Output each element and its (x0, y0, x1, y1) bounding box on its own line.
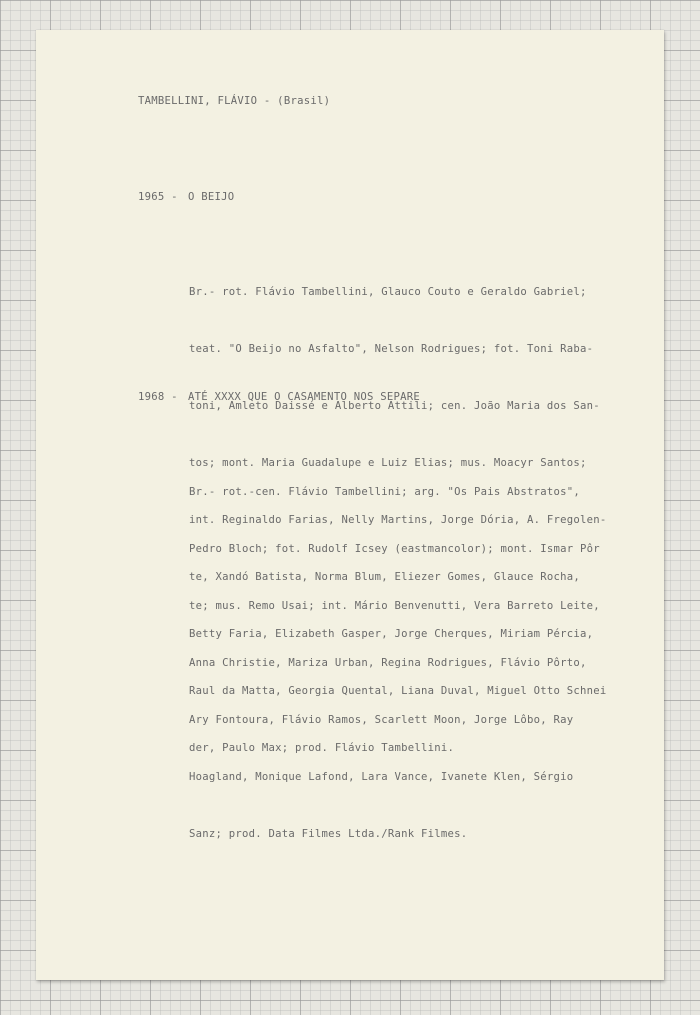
film-credits (189, 445, 600, 882)
credit-line: Sanz; prod. Data Filmes Ltda./Rank Filmes. (189, 828, 468, 840)
credit-line: int. Reginaldo Farias, Nelly Martins, Jorge Dória, A. Fregolen- (189, 514, 607, 526)
credit-line: Ary Fontoura, Flávio Ramos, Scarlett Moon, Jorge Lôbo, Ray (189, 714, 574, 726)
credit-line: teat. "O Beijo no Asfalto", Nelson Rodrigues; fot. Toni Raba- (189, 343, 594, 355)
credit-line: te, Xandó Batista, Norma Blum, Eliezer Gomes, Glauce Rocha, (189, 571, 581, 583)
credit-line: Br.- rot. Flávio Tambellini, Glauco Couto e Geraldo Gabriel; (189, 286, 587, 298)
credit-line: Betty Faria, Elizabeth Gasper, Jorge Cherques, Miriam Pércia, (189, 628, 594, 640)
credit-line: tos; mont. Maria Guadalupe e Luiz Elias; mus. Moacyr Santos; (189, 457, 587, 469)
film-year: 1965 - (138, 191, 178, 203)
credit-line: Br.- rot.-cen. Flávio Tambellini; arg. "Os Pais Abstratos", (189, 486, 581, 498)
film-title-line (138, 188, 607, 207)
credit-line: Raul da Matta, Georgia Quental, Liana Duval, Miguel Otto Schnei (189, 685, 607, 697)
credit-line: Pedro Bloch; fot. Rudolf Icsey (eastmancolor); mont. Ismar Pôr (189, 543, 600, 555)
film-title-line (138, 388, 600, 407)
director-heading: TAMBELLINI, FLÁVIO - (Brasil) (138, 95, 331, 107)
credit-line: Anna Christie, Mariza Urban, Regina Rodrigues, Flávio Pôrto, (189, 657, 587, 669)
credit-line: toni, Amleto Daissé e Alberto Attili; cen. João Maria dos San- (189, 400, 600, 412)
film-title: O BEIJO (188, 191, 235, 203)
typed-sheet (36, 30, 664, 980)
film-year: 1968 - (138, 391, 178, 403)
film-entry (138, 350, 600, 920)
credit-line: der, Paulo Max; prod. Flávio Tambellini. (189, 742, 455, 754)
credit-line: te; mus. Remo Usai; int. Mário Benvenutti, Vera Barreto Leite, (189, 600, 600, 612)
film-title: ATÉ XXXX QUE O CASAMENTO NOS SEPARE (188, 391, 420, 403)
credit-line: Hoagland, Monique Lafond, Lara Vance, Ivanete Klen, Sérgio (189, 771, 574, 783)
